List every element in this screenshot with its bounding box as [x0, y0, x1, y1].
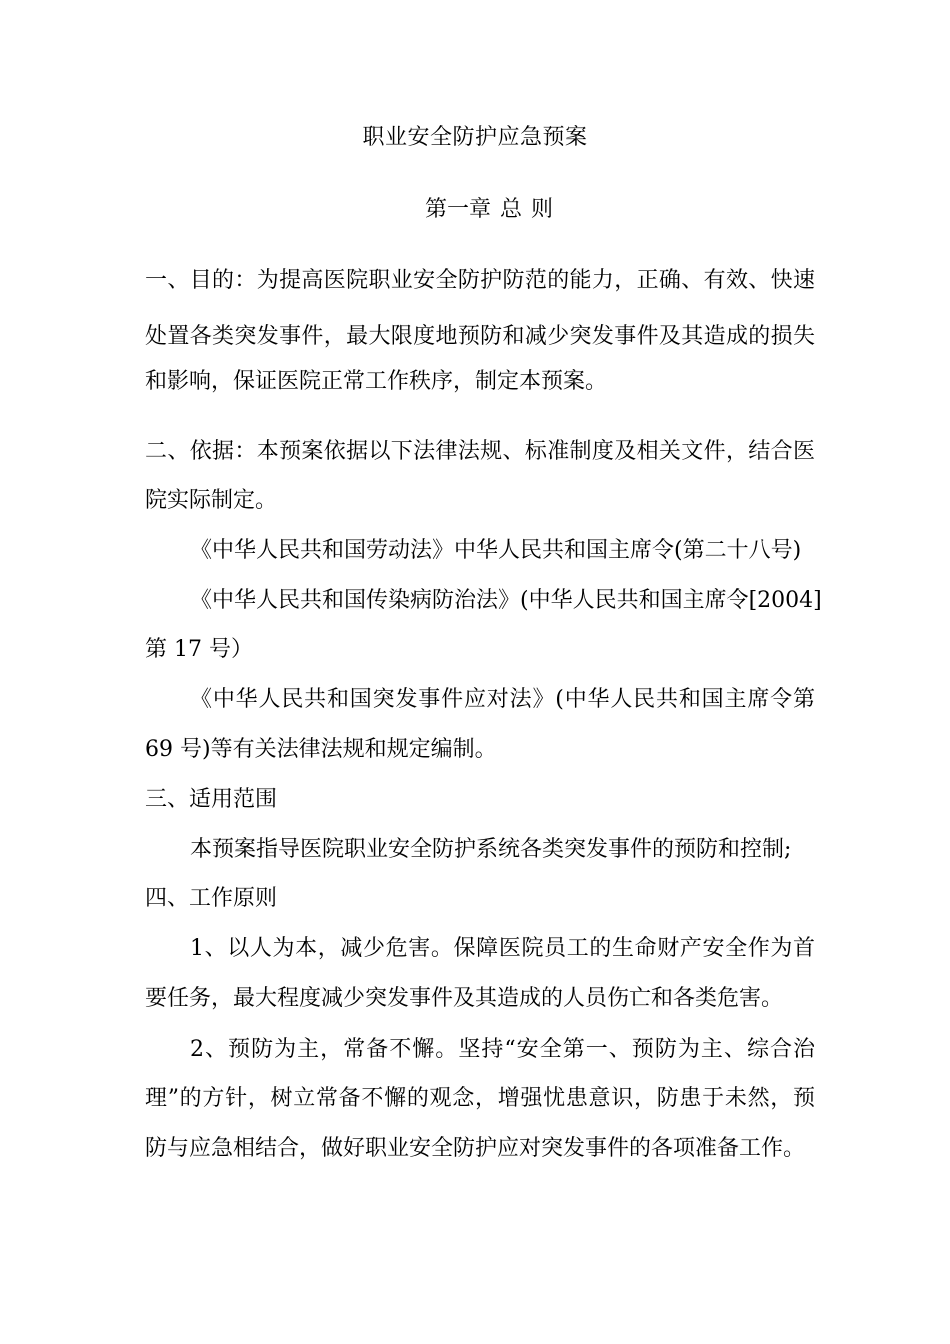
paragraph-line: 和影响，保证医院正常工作秩序，制定本预案。	[145, 369, 608, 394]
law-reference: 《中华人民共和国劳动法》中华人民共和国主席令(第二十八号)	[190, 538, 802, 563]
law-reference: 《中华人民共和国传染病防治法》(中华人民共和国主席令[2004]	[190, 588, 822, 613]
principle-item: 1、以人为本，减少危害。保障医院员工的生命财产安全作为首	[190, 936, 815, 961]
principle-item: 2、预防为主，常备不懈。坚持“安全第一、预防为主、综合治	[190, 1037, 815, 1062]
paragraph-line: 要任务，最大程度减少突发事件及其造成的人员伤亡和各类危害。	[145, 986, 784, 1011]
section-heading: 三、适用范围	[145, 787, 278, 812]
paragraph-line: 69 号)等有关法律法规和规定编制。	[145, 737, 497, 762]
paragraph-line: 院实际制定。	[145, 488, 278, 513]
paragraph-line: 防与应急相结合，做好职业安全防护应对突发事件的各项准备工作。	[145, 1136, 806, 1161]
section-heading: 四、工作原则	[145, 886, 278, 911]
paragraph-line: 二、依据：本预案依据以下法律法规、标准制度及相关文件，结合医	[145, 439, 815, 464]
paragraph-line: 处置各类突发事件，最大限度地预防和减少突发事件及其造成的损失	[145, 324, 815, 349]
document-title: 职业安全防护应急预案	[362, 125, 588, 150]
law-reference: 《中华人民共和国突发事件应对法》(中华人民共和国主席令第	[190, 687, 815, 712]
chapter-heading: 第一章 总 则	[425, 197, 553, 222]
paragraph-line: 本预案指导医院职业安全防护系统各类突发事件的预防和控制;	[190, 837, 792, 862]
paragraph-line: 第 17 号）	[145, 637, 253, 662]
paragraph-line: 一、目的：为提高医院职业安全防护防范的能力，正确、有效、快速	[145, 268, 815, 293]
paragraph-line: 理”的方针，树立常备不懈的观念，增强忧患意识，防患于未然，预	[145, 1086, 815, 1111]
